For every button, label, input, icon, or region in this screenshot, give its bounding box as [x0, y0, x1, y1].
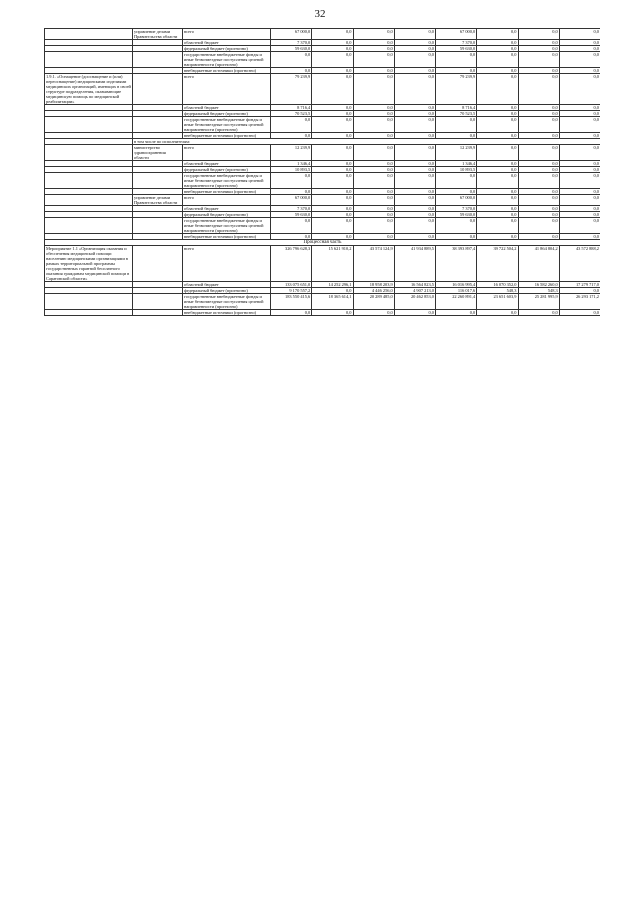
measure-cell [45, 310, 133, 316]
table-row [45, 74, 601, 105]
value-cell: 0,0 [518, 310, 559, 316]
value-cell: 0,0 [477, 117, 518, 133]
value-cell: 16 564 823,5 [394, 282, 435, 288]
value-cell: 0,0 [559, 29, 600, 40]
value-cell: 0,0 [394, 218, 435, 234]
value-cell: 0,0 [312, 206, 353, 212]
value-cell: 0,0 [353, 29, 394, 40]
value-cell: 16 070 352,0 [477, 282, 518, 288]
value-cell: 0,0 [394, 161, 435, 167]
source-cell: федеральный бюджет (прогнозно) [183, 111, 271, 117]
value-cell: 0,0 [559, 310, 600, 316]
value-cell: 0,0 [518, 52, 559, 68]
value-cell: 12 239,9 [271, 145, 312, 161]
value-cell: 0,0 [353, 234, 394, 240]
document-sheet [44, 28, 600, 888]
measure-cell [45, 173, 133, 189]
value-cell: 0,0 [394, 111, 435, 117]
value-cell: 12 239,9 [436, 145, 477, 161]
value-cell: 0,0 [477, 68, 518, 74]
value-cell: 0,0 [559, 111, 600, 117]
value-cell: 0,0 [312, 189, 353, 195]
value-cell: 16 582 260,0 [518, 282, 559, 288]
executor-cell [133, 218, 183, 234]
value-cell: 0,0 [477, 52, 518, 68]
measure-cell [45, 294, 133, 310]
value-cell: 0,0 [394, 234, 435, 240]
measure-cell: Мероприятие 1.1 «Организация оказания и обеспечения медицинской помощи населению медицинскими организациями в рамках территориальной программы государственных гарантий бесплатного оказания гражданам медицинской помощи в Саратовской области» [45, 246, 133, 282]
value-cell: 0,0 [559, 52, 600, 68]
value-cell: 0,0 [559, 212, 600, 218]
value-cell: 0,0 [353, 173, 394, 189]
value-cell: 0,0 [312, 105, 353, 111]
value-cell: 0,0 [394, 74, 435, 105]
value-cell: 20 462 853,0 [394, 294, 435, 310]
value-cell: 0,0 [394, 195, 435, 206]
value-cell: 0,0 [436, 218, 477, 234]
source-cell: областной бюджет [183, 40, 271, 46]
executor-cell [133, 310, 183, 316]
value-cell: 0,0 [312, 68, 353, 74]
table-body [45, 29, 601, 316]
measure-cell [45, 195, 133, 206]
value-cell: 0,0 [559, 40, 600, 46]
value-cell: 59 630,0 [436, 46, 477, 52]
executor-cell [133, 246, 183, 282]
value-cell: 0,0 [312, 133, 353, 139]
value-cell: 0,0 [477, 218, 518, 234]
value-cell: 0,0 [559, 195, 600, 206]
value-cell: 0,0 [436, 52, 477, 68]
value-cell: 0,0 [559, 74, 600, 105]
table-row [45, 117, 601, 133]
source-cell: областной бюджет [183, 206, 271, 212]
value-cell: 0,0 [353, 310, 394, 316]
value-cell: 0,0 [518, 74, 559, 105]
source-cell: внебюджетные источники (прогнозно) [183, 310, 271, 316]
value-cell: 0,0 [394, 167, 435, 173]
value-cell: 0,0 [353, 145, 394, 161]
value-cell: 0,0 [312, 145, 353, 161]
value-cell: 0,0 [271, 310, 312, 316]
value-cell: 0,0 [394, 52, 435, 68]
executor-cell: управление делами Правительства области [133, 195, 183, 206]
source-cell: всего [183, 29, 271, 40]
value-cell: 0,0 [312, 161, 353, 167]
value-cell: 0,0 [477, 173, 518, 189]
value-cell: 0,0 [394, 105, 435, 111]
value-cell: 0,0 [477, 167, 518, 173]
value-cell: 4 907 213,0 [394, 288, 435, 294]
value-cell: 0,0 [271, 173, 312, 189]
value-cell: 0,0 [518, 167, 559, 173]
measure-cell: 1.9.1. «Оснащение (дооснащение и (или) переоснащение) медицинскими изделиями медицинских организаций, имеющих в своей структуре подразделения, оказывающие медицинскую помощь по медицинской реабилитации» [46, 74, 131, 104]
value-cell: 79 239,9 [436, 74, 477, 105]
source-cell: областной бюджет [183, 282, 271, 288]
value-cell: 0,0 [559, 234, 600, 240]
value-cell: 0,0 [394, 117, 435, 133]
value-cell: 0,0 [436, 68, 477, 74]
value-cell: 7 370,0 [271, 40, 312, 46]
table-row [45, 195, 601, 206]
value-cell: 41 934 889,5 [394, 246, 435, 282]
value-cell: 0,0 [353, 206, 394, 212]
value-cell: 0,0 [312, 195, 353, 206]
value-cell: 0,0 [353, 161, 394, 167]
section-label: Процессная часть [45, 240, 601, 246]
value-cell: 0,0 [394, 40, 435, 46]
value-cell: 0,0 [477, 212, 518, 218]
value-cell: 67 000,0 [271, 29, 312, 40]
value-cell: 67 000,0 [271, 195, 312, 206]
value-cell: 10 893,5 [436, 167, 477, 173]
source-cell: федеральный бюджет (прогнозно) [183, 212, 271, 218]
value-cell: 0,0 [353, 111, 394, 117]
value-cell: 9 170 557,2 [271, 288, 312, 294]
value-cell: 18 958 203,9 [353, 282, 394, 288]
value-cell: 0,0 [518, 117, 559, 133]
value-cell: 0,0 [394, 46, 435, 52]
value-cell: 0,0 [312, 234, 353, 240]
value-cell: 0,0 [394, 310, 435, 316]
source-cell: областной бюджет [183, 161, 271, 167]
source-cell: федеральный бюджет (прогнозно) [183, 46, 271, 52]
executor-cell [133, 173, 183, 189]
value-cell: 17 279 717,0 [559, 282, 600, 288]
value-cell: 0,0 [312, 212, 353, 218]
value-cell: 67 000,0 [436, 195, 477, 206]
value-cell: 0,0 [312, 310, 353, 316]
source-cell: внебюджетные источники (прогнозно) [183, 68, 271, 74]
measure-cell [45, 29, 133, 40]
value-cell: 0,0 [559, 218, 600, 234]
value-cell: 0,0 [436, 117, 477, 133]
value-cell: 0,0 [353, 40, 394, 46]
value-cell: 1 346,4 [271, 161, 312, 167]
value-cell: 0,0 [477, 111, 518, 117]
value-cell: 7 370,0 [436, 206, 477, 212]
value-cell: 0,0 [394, 133, 435, 139]
source-cell: областной бюджет [183, 105, 271, 111]
measure-cell [45, 117, 133, 133]
value-cell: 0,0 [394, 189, 435, 195]
value-cell: 0,0 [477, 133, 518, 139]
value-cell: 0,0 [312, 29, 353, 40]
value-cell: 0,0 [353, 189, 394, 195]
value-cell: 0,0 [271, 133, 312, 139]
value-cell: 0,0 [518, 234, 559, 240]
value-cell: 59 630,0 [271, 212, 312, 218]
value-cell: 0,0 [353, 133, 394, 139]
value-cell: 0,0 [436, 234, 477, 240]
value-cell: 0,0 [518, 212, 559, 218]
value-cell: 548,3 [518, 288, 559, 294]
value-cell: 25 281 995,9 [518, 294, 559, 310]
value-cell: 14 252 296,1 [312, 282, 353, 288]
value-cell: 0,0 [559, 105, 600, 111]
value-cell: 0,0 [353, 212, 394, 218]
value-cell: 0,0 [353, 46, 394, 52]
value-cell: 26 293 171,2 [559, 294, 600, 310]
value-cell: 0,0 [518, 105, 559, 111]
measure-cell [45, 218, 133, 234]
source-cell: государственные внебюджетные фонды и иные безвозмездные поступления целевой направленности (прогнозно) [183, 117, 271, 133]
value-cell: 79 239,9 [271, 74, 312, 105]
value-cell: 0,0 [312, 218, 353, 234]
value-cell: 0,0 [477, 105, 518, 111]
value-cell: 0,0 [518, 189, 559, 195]
value-cell: 133 075 651,0 [271, 282, 312, 288]
source-cell: федеральный бюджет (прогнозно) [183, 288, 271, 294]
source-cell: государственные внебюджетные фонды и иные безвозмездные поступления целевой направленности (прогнозно) [183, 218, 271, 234]
value-cell: 0,0 [394, 68, 435, 74]
value-cell: 0,0 [518, 40, 559, 46]
value-cell: 0,0 [477, 29, 518, 40]
value-cell: 0,0 [477, 206, 518, 212]
value-cell: 22 260 891,4 [436, 294, 477, 310]
value-cell: 8 716,4 [436, 105, 477, 111]
value-cell: 0,0 [477, 189, 518, 195]
value-cell: 0,0 [559, 133, 600, 139]
value-cell: 0,0 [559, 68, 600, 74]
value-cell: 0,0 [477, 46, 518, 52]
value-cell: 0,0 [477, 234, 518, 240]
value-cell: 0,0 [477, 145, 518, 161]
value-cell: 116 017,6 [436, 288, 477, 294]
value-cell: 0,0 [312, 288, 353, 294]
value-cell: 0,0 [394, 29, 435, 40]
source-cell: всего [183, 145, 271, 161]
source-cell: федеральный бюджет (прогнозно) [183, 167, 271, 173]
table-row [45, 52, 601, 68]
value-cell: 0,0 [518, 111, 559, 117]
source-cell: внебюджетные источники (прогнозно) [183, 234, 271, 240]
source-cell: всего [183, 246, 271, 282]
value-cell: 15 621 910,2 [312, 246, 353, 282]
table-row [45, 145, 601, 161]
value-cell: 59 630,0 [436, 212, 477, 218]
executor-cell: министерство здравоохранения области [133, 145, 183, 161]
value-cell: 0,0 [436, 173, 477, 189]
value-cell: 0,0 [559, 167, 600, 173]
source-cell: государственные внебюджетные фонды и иные безвозмездные поступления целевой направленности (прогнозно) [183, 173, 271, 189]
value-cell: 0,0 [436, 310, 477, 316]
value-cell: 0,0 [271, 68, 312, 74]
value-cell: 0,0 [394, 212, 435, 218]
value-cell: 0,0 [559, 173, 600, 189]
value-cell: 0,0 [353, 117, 394, 133]
value-cell: 0,0 [518, 173, 559, 189]
value-cell: 0,0 [271, 218, 312, 234]
value-cell: 0,0 [518, 161, 559, 167]
value-cell: 0,0 [312, 117, 353, 133]
value-cell: 0,0 [271, 234, 312, 240]
value-cell: 0,0 [394, 173, 435, 189]
table-row [45, 173, 601, 189]
value-cell: 10 893,5 [271, 167, 312, 173]
value-cell: 16 016 995,4 [436, 282, 477, 288]
value-cell: 0,0 [271, 117, 312, 133]
value-cell: 0,0 [559, 117, 600, 133]
value-cell: 0,0 [477, 161, 518, 167]
value-cell: 0,0 [436, 189, 477, 195]
value-cell: 0,0 [271, 52, 312, 68]
value-cell: 0,0 [559, 288, 600, 294]
value-cell: 548,3 [477, 288, 518, 294]
value-cell: 0,0 [559, 161, 600, 167]
value-cell: 0,0 [518, 133, 559, 139]
value-cell: 70 523,5 [271, 111, 312, 117]
value-cell: 43 572 888,2 [559, 246, 600, 282]
value-cell: 0,0 [353, 52, 394, 68]
value-cell: 0,0 [353, 74, 394, 105]
executor-cell [133, 117, 183, 133]
measure-cell [45, 145, 133, 161]
executor-cell [133, 52, 183, 68]
value-cell: 8 716,4 [271, 105, 312, 111]
value-cell: 0,0 [312, 111, 353, 117]
value-cell: 39 722 504,2 [477, 246, 518, 282]
value-cell: 0,0 [477, 40, 518, 46]
value-cell: 7 370,0 [271, 206, 312, 212]
value-cell: 43 574 124,9 [353, 246, 394, 282]
value-cell: 0,0 [312, 74, 353, 105]
value-cell: 0,0 [312, 173, 353, 189]
value-cell: 0,0 [353, 195, 394, 206]
value-cell: 0,0 [518, 195, 559, 206]
table-row [45, 29, 601, 40]
value-cell: 67 000,0 [436, 29, 477, 40]
value-cell: 0,0 [518, 29, 559, 40]
value-cell: 0,0 [518, 46, 559, 52]
value-cell: 0,0 [518, 206, 559, 212]
value-cell: 0,0 [271, 189, 312, 195]
table-row [45, 294, 601, 310]
source-cell: всего [183, 74, 271, 105]
value-cell: 326 796 628,3 [271, 246, 312, 282]
source-cell: государственные внебюджетные фонды и иные безвозмездные поступления целевой направленности (прогнозно) [183, 52, 271, 68]
value-cell: 0,0 [353, 105, 394, 111]
value-cell: 0,0 [394, 206, 435, 212]
source-cell: всего [183, 195, 271, 206]
value-cell: 0,0 [436, 133, 477, 139]
value-cell: 0,0 [518, 68, 559, 74]
table-row [45, 310, 601, 316]
source-cell: внебюджетные источники (прогнозно) [183, 189, 271, 195]
value-cell: 0,0 [477, 195, 518, 206]
source-cell: государственные внебюджетные фонды и иные безвозмездные поступления целевой направленности (прогнозно) [183, 294, 271, 310]
value-cell: 38 393 897,4 [436, 246, 477, 282]
value-cell: 59 630,0 [271, 46, 312, 52]
value-cell: 18 365 614,1 [312, 294, 353, 310]
executor-cell [133, 294, 183, 310]
value-cell: 183 550 415,6 [271, 294, 312, 310]
value-cell: 0,0 [312, 46, 353, 52]
value-cell: 0,0 [518, 218, 559, 234]
executor-cell: управление делами Правительства области [133, 29, 183, 40]
value-cell: 4 446 256,0 [353, 288, 394, 294]
value-cell: 41 864 804,2 [518, 246, 559, 282]
financing-table [44, 28, 600, 316]
value-cell: 0,0 [353, 218, 394, 234]
value-cell: 0,0 [312, 52, 353, 68]
value-cell: 23 651 603,9 [477, 294, 518, 310]
value-cell: 70 523,5 [436, 111, 477, 117]
value-cell: 1 346,4 [436, 161, 477, 167]
value-cell: 0,0 [312, 167, 353, 173]
value-cell: 0,0 [353, 68, 394, 74]
value-cell: 0,0 [312, 40, 353, 46]
value-cell: 0,0 [477, 310, 518, 316]
value-cell: 7 370,0 [436, 40, 477, 46]
value-cell: 0,0 [394, 145, 435, 161]
value-cell: 0,0 [518, 145, 559, 161]
value-cell: 0,0 [559, 189, 600, 195]
value-cell: 0,0 [477, 74, 518, 105]
source-cell: внебюджетные источники (прогнозно) [183, 133, 271, 139]
value-cell: 0,0 [559, 206, 600, 212]
value-cell: 0,0 [559, 145, 600, 161]
measure-cell [45, 52, 133, 68]
value-cell: 0,0 [559, 46, 600, 52]
value-cell: 20 289 485,0 [353, 294, 394, 310]
executors-note: в том числе по исполнителям: [133, 139, 601, 145]
executor-cell [133, 74, 183, 105]
table-row [45, 218, 601, 234]
page-number: 32 [314, 8, 326, 20]
table-row [45, 246, 601, 282]
value-cell: 0,0 [353, 167, 394, 173]
